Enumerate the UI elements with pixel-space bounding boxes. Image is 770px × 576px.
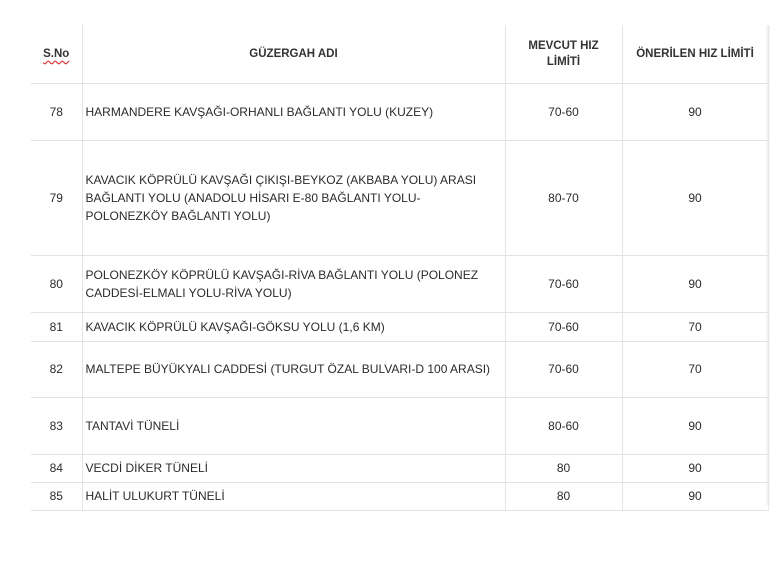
table-row: [31, 312, 768, 341]
row-current-limit: 70-60: [505, 255, 622, 312]
table-row: [31, 397, 768, 454]
row-proposed-limit: 90: [622, 454, 768, 482]
table-row: [31, 454, 768, 482]
row-current-limit: 80-70: [505, 140, 622, 255]
row-sno: 78: [31, 83, 82, 140]
header-route-name: GÜZERGAH ADI: [82, 25, 505, 83]
table-row: [31, 482, 768, 510]
row-proposed-limit: 90: [622, 255, 768, 312]
speed-limit-table: [31, 25, 769, 511]
header-proposed-limit: ÖNERİLEN HIZ LİMİTİ: [622, 25, 768, 83]
row-route-name: POLONEZKÖY KÖPRÜLÜ KAVŞAĞI-RİVA BAĞLANTI YOLU (POLONEZ CADDESİ-ELMALI YOLU-RİVA YOLU): [82, 255, 505, 312]
row-proposed-limit: 90: [622, 397, 768, 454]
table-header-row: [31, 25, 768, 83]
row-sno: 83: [31, 397, 82, 454]
header-current-limit-text: MEVCUT HIZ LİMİTİ: [528, 39, 599, 68]
row-current-limit: 80: [505, 482, 622, 510]
row-sno: 85: [31, 482, 82, 510]
row-route-name: VECDİ DİKER TÜNELİ: [82, 454, 505, 482]
table-row: [31, 341, 768, 397]
row-sno: 84: [31, 454, 82, 482]
row-current-limit: 80-60: [505, 397, 622, 454]
row-current-limit: 70-60: [505, 341, 622, 397]
row-proposed-limit: 90: [622, 140, 768, 255]
row-route-name: TANTAVİ TÜNELİ: [82, 397, 505, 454]
row-route-name: HALİT ULUKURT TÜNELİ: [82, 482, 505, 510]
row-route-name: MALTEPE BÜYÜKYALI CADDESİ (TURGUT ÖZAL BULVARI-D 100 ARASI): [82, 341, 505, 397]
row-sno: 79: [31, 140, 82, 255]
header-current-limit: [505, 25, 622, 83]
row-sno: 80: [31, 255, 82, 312]
row-route-name: HARMANDERE KAVŞAĞI-ORHANLI BAĞLANTI YOLU (KUZEY): [82, 83, 505, 140]
header-sno: S.No: [31, 25, 82, 83]
row-sno: 82: [31, 341, 82, 397]
table-row: [31, 140, 768, 255]
row-sno: 81: [31, 312, 82, 341]
row-route-name: KAVACIK KÖPRÜLÜ KAVŞAĞI-GÖKSU YOLU (1,6 KM): [82, 312, 505, 341]
row-current-limit: 70-60: [505, 312, 622, 341]
row-current-limit: 70-60: [505, 83, 622, 140]
row-route-name: KAVACIK KÖPRÜLÜ KAVŞAĞI ÇIKIŞI-BEYKOZ (AKBABA YOLU) ARASI BAĞLANTI YOLU (ANADOLU HİSARI E-80 BAĞLANTI YOLU-POLONEZKÖY BAĞLANTI YOLU): [82, 140, 505, 255]
row-proposed-limit: 70: [622, 341, 768, 397]
table-row: [31, 255, 768, 312]
row-proposed-limit: 70: [622, 312, 768, 341]
row-proposed-limit: 90: [622, 482, 768, 510]
row-proposed-limit: 90: [622, 83, 768, 140]
table-row: [31, 83, 768, 140]
row-current-limit: 80: [505, 454, 622, 482]
